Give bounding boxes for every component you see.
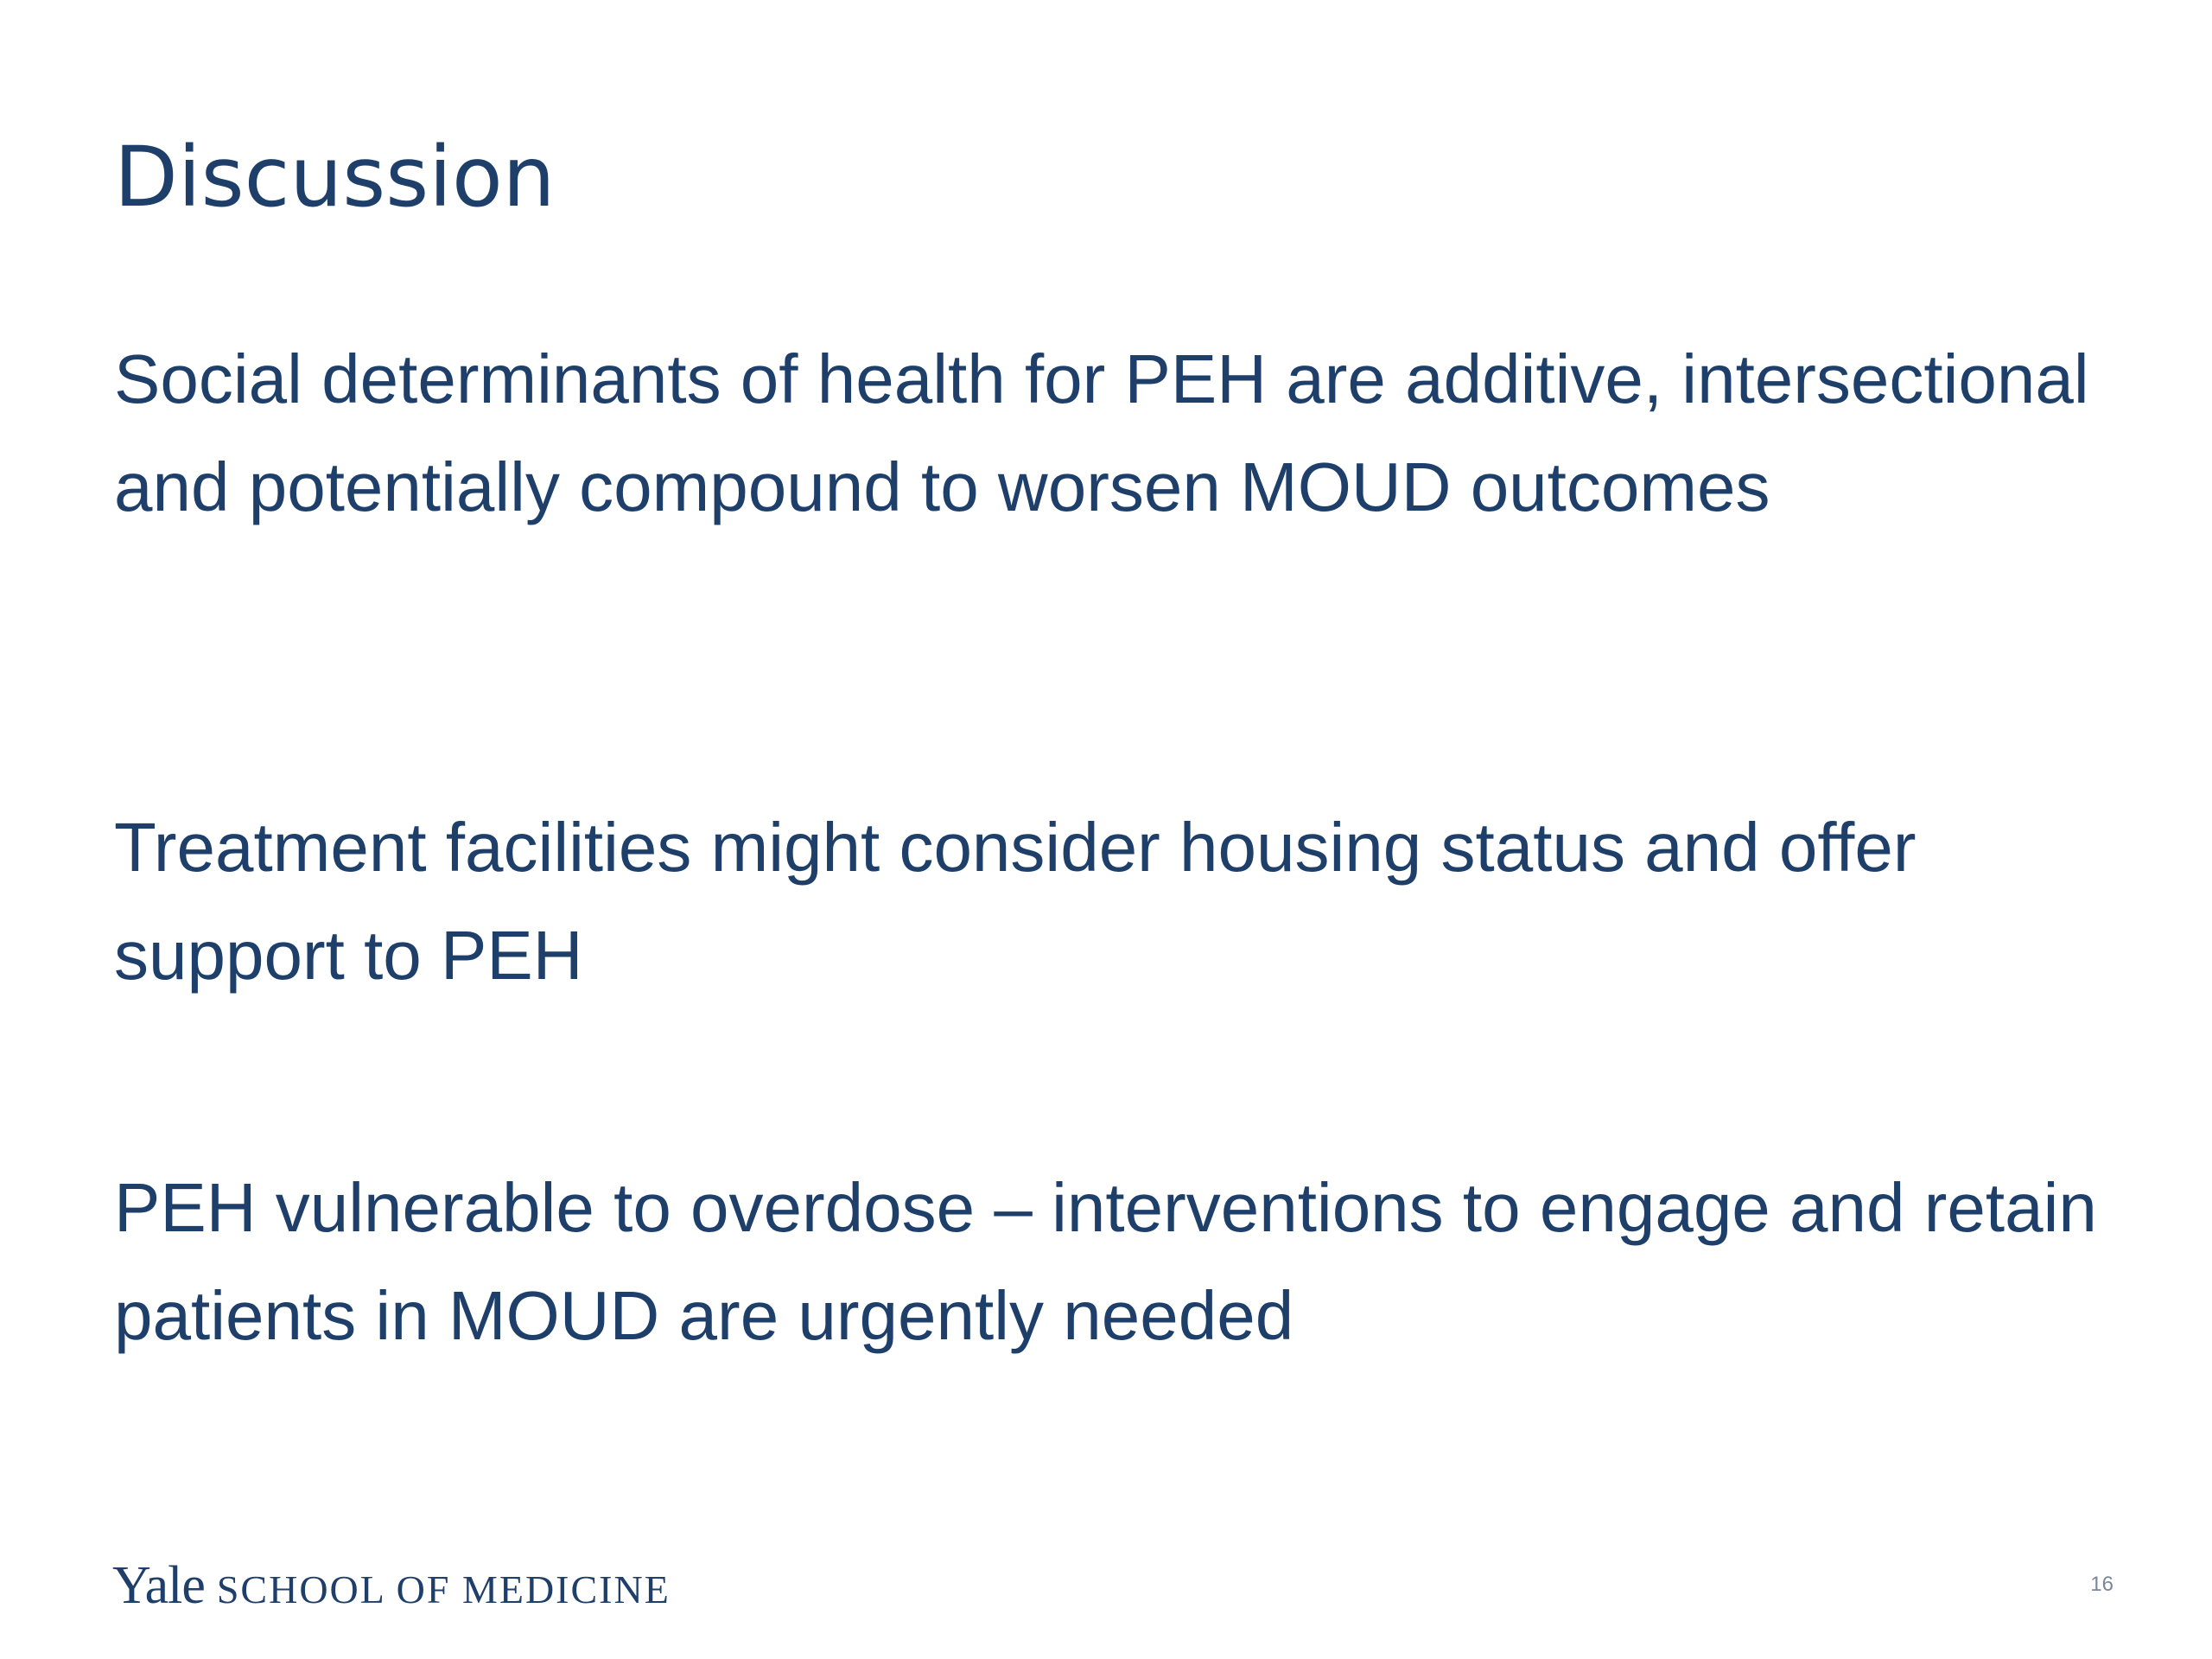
logo-yale-text: Yale	[112, 1556, 205, 1615]
logo-school-text: SCHOOL OF MEDICINE	[216, 1567, 671, 1611]
discussion-point-1: Social determinants of health for PEH are additive, intersectional and potentially compound to worsen MOUD outcomes	[114, 340, 2089, 525]
discussion-point-3: PEH vulnerable to overdose – interventions to engage and retain patients in MOUD are urgently needed	[114, 1169, 2097, 1354]
discussion-point-2: Treatment facilities might consider housing status and offer support to PEH	[114, 809, 1916, 994]
yale-school-of-medicine-logo	[112, 1555, 671, 1617]
page-number: 16	[2090, 1573, 2113, 1596]
slide-title: Discussion	[114, 129, 556, 226]
